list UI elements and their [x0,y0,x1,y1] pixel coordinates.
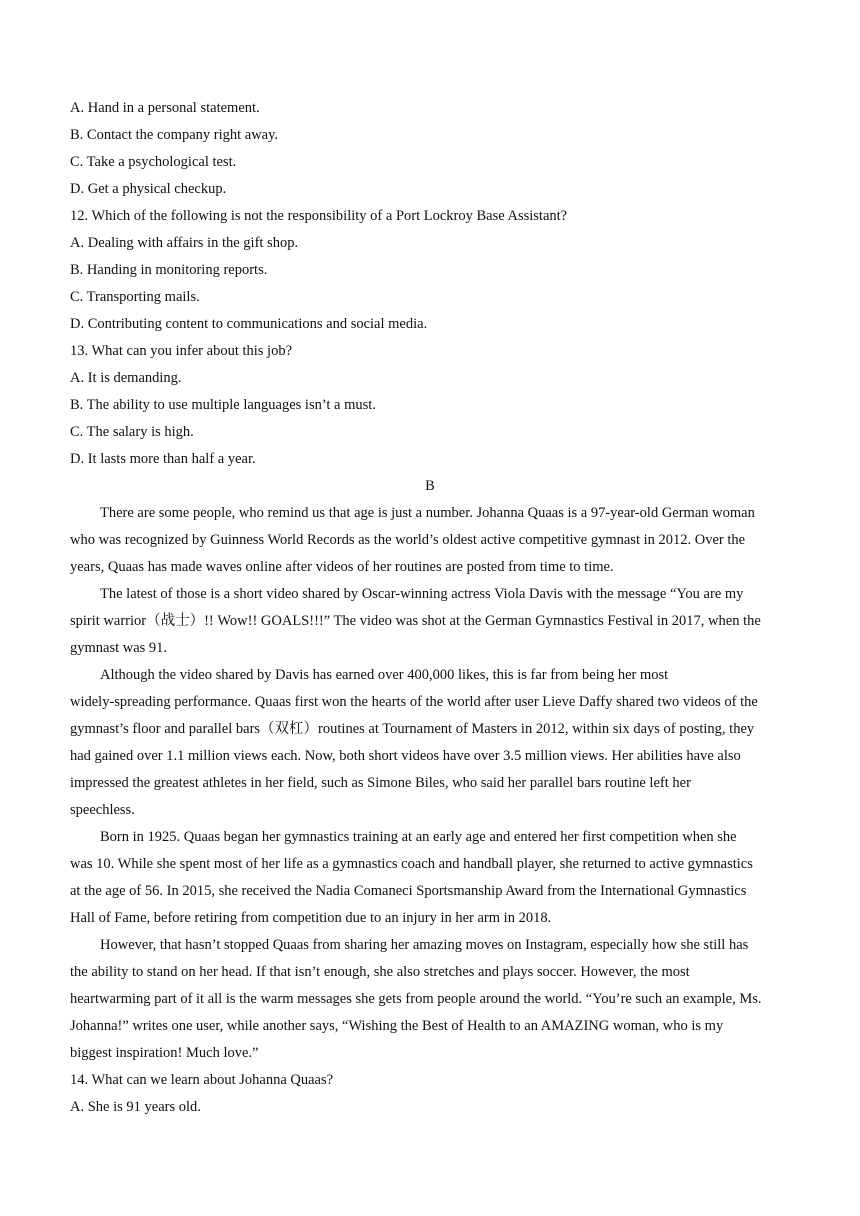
q11-option-d: D. Get a physical checkup. [70,181,227,197]
passage-line: gymnast’s floor and parallel bars（双杠）routines at Tournament of Masters in 2012, within six days of posting, they [70,721,755,737]
passage-line: at the age of 56. In 2015, she received the Nadia Comaneci Sportsmanship Award from the International Gymnastics [70,883,747,899]
passage-line: Although the video shared by Davis has earned over 400,000 likes, this is far from being her most [100,667,669,683]
passage-line: Johanna!” writes one user, while another says, “Wishing the Best of Health to an AMAZING woman, who is my [70,1018,724,1034]
passage-line: heartwarming part of it all is the warm messages she gets from people around the world. “You’re such an example, Ms. [70,991,762,1007]
passage-line: years, Quaas has made waves online after videos of her routines are posted from time to time. [70,559,614,575]
passage-line: the ability to stand on her head. If that isn’t enough, she also stretches and plays soccer. However, the most [70,964,690,980]
q12-option-b: B. Handing in monitoring reports. [70,262,268,278]
passage-line: biggest inspiration! Much love.” [70,1045,259,1061]
q13-option-b: B. The ability to use multiple languages isn’t a must. [70,397,376,413]
section-label: B [425,478,435,494]
passage-line: However, that hasn’t stopped Quaas from sharing her amazing moves on Instagram, especially how she still has [100,937,749,953]
q14-question: 14. What can we learn about Johanna Quaas? [70,1072,334,1088]
q11-option-a: A. Hand in a personal statement. [70,100,260,116]
q12-question: 12. Which of the following is not the responsibility of a Port Lockroy Base Assistant? [70,208,568,224]
q14-option-a: A. She is 91 years old. [70,1099,201,1115]
q13-option-c: C. The salary is high. [70,424,194,440]
q13-option-a: A. It is demanding. [70,370,182,386]
q12-option-a: A. Dealing with affairs in the gift shop. [70,235,299,251]
passage-line: impressed the greatest athletes in her field, such as Simone Biles, who said her parallel bars routine left her [70,775,691,791]
passage-line: was 10. While she spent most of her life as a gymnastics coach and handball player, she returned to active gymnastics [70,856,753,872]
q13-question: 13. What can you infer about this job? [70,343,293,359]
q12-option-d: D. Contributing content to communications and social media. [70,316,428,332]
q11-option-c: C. Take a psychological test. [70,154,237,170]
passage-line: widely-spreading performance. Quaas first won the hearts of the world after user Lieve Daffy shared two videos of the [70,694,758,710]
q11-option-b: B. Contact the company right away. [70,127,279,143]
passage-line: who was recognized by Guinness World Records as the world’s oldest active competitive gymnast in 2012. Over the [70,532,746,548]
q12-option-c: C. Transporting mails. [70,289,200,305]
passage-line: Hall of Fame, before retiring from competition due to an injury in her arm in 2018. [70,910,552,926]
q13-option-d: D. It lasts more than half a year. [70,451,256,467]
passage-line: There are some people, who remind us that age is just a number. Johanna Quaas is a 97-year-old German woman [100,505,755,521]
passage-line: had gained over 1.1 million views each. Now, both short videos have over 3.5 million views. Her abilities have also [70,748,741,764]
passage-line: speechless. [70,802,135,818]
passage-line: spirit warrior（战士）!! Wow!! GOALS!!!” The video was shot at the German Gymnastics Festival in 2017, when the [70,613,761,629]
passage-line: gymnast was 91. [70,640,168,656]
passage-line: The latest of those is a short video shared by Oscar-winning actress Viola Davis with the message “You are my [100,586,744,602]
passage-line: Born in 1925. Quaas began her gymnastics training at an early age and entered her first competition when she [100,829,737,845]
